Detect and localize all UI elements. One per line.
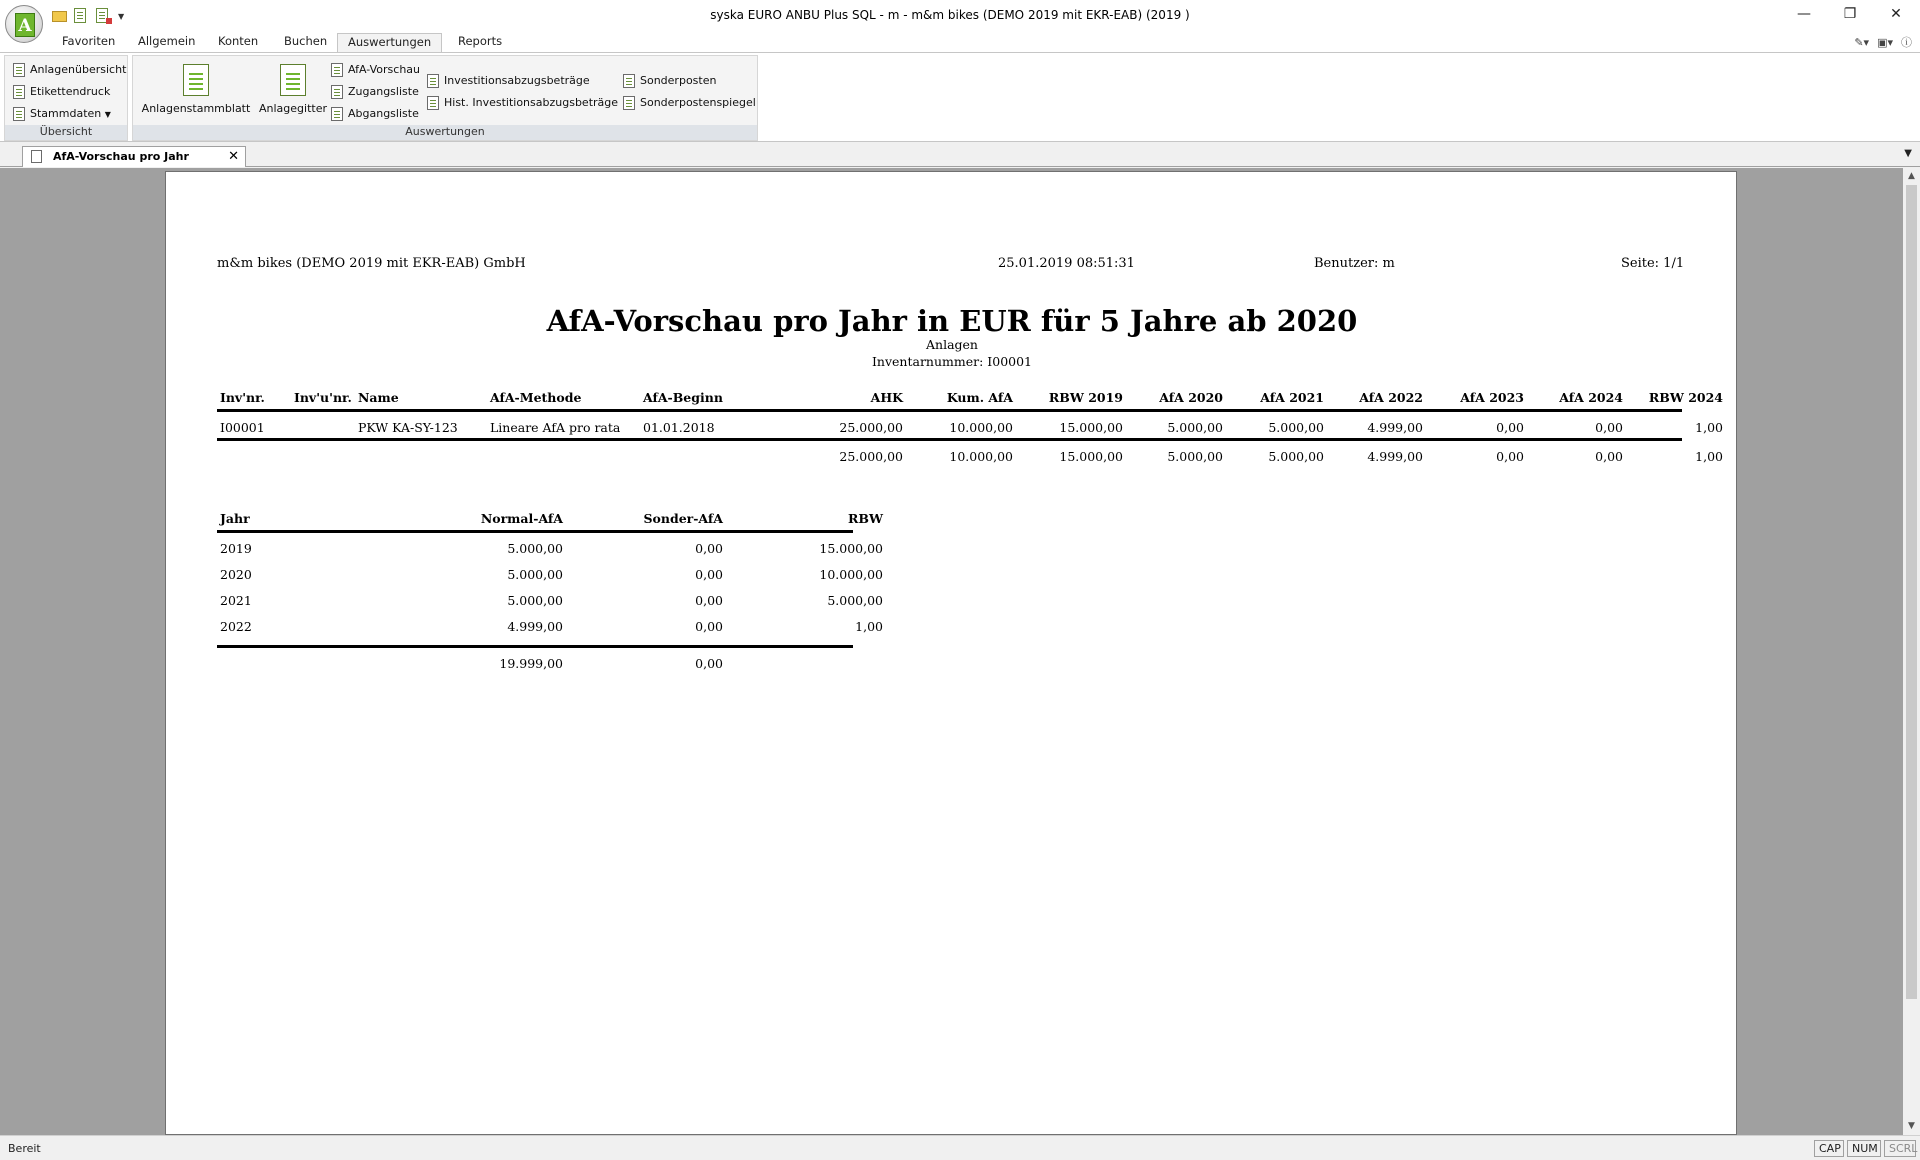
total-cell: 25.000,00 bbox=[839, 449, 903, 464]
year-total-cell: 19.999,00 bbox=[499, 656, 563, 671]
report-company: m&m bikes (DEMO 2019 mit EKR-EAB) GmbH bbox=[217, 256, 526, 271]
restore-button[interactable]: ❐ bbox=[1843, 6, 1857, 22]
report-datetime: 25.01.2019 08:51:31 bbox=[998, 256, 1135, 271]
anlagenuebersicht-button[interactable]: Anlagenübersicht bbox=[11, 61, 126, 79]
document-icon bbox=[13, 63, 25, 77]
num-indicator: NUM bbox=[1847, 1140, 1881, 1157]
hist-investitionsabzugsbetraege-button[interactable]: Hist. Investitionsabzugsbeträge bbox=[425, 94, 618, 112]
total-cell: 0,00 bbox=[1595, 449, 1623, 464]
report-title: AfA-Vorschau pro Jahr in EUR für 5 Jahre ab 2020 bbox=[546, 304, 1358, 338]
scrl-indicator: SCRL bbox=[1884, 1140, 1916, 1157]
report-page bbox=[165, 171, 1737, 1135]
ribbon-body bbox=[0, 52, 1920, 142]
ribbon-group-uebersicht bbox=[4, 55, 128, 141]
group-label-uebersicht: Übersicht bbox=[5, 125, 127, 140]
table-cell: 5.000,00 bbox=[1167, 420, 1223, 435]
close-tab-icon[interactable]: ✕ bbox=[228, 149, 239, 164]
year-cell: 5.000,00 bbox=[507, 541, 563, 556]
app-logo-icon: A bbox=[15, 13, 35, 37]
year-cell: 2022 bbox=[220, 619, 252, 634]
tab-afa-vorschau[interactable]: AfA-Vorschau pro Jahr ✕ bbox=[22, 146, 246, 167]
stammdaten-button[interactable]: Stammdaten ▼ bbox=[11, 105, 111, 123]
year-cell: 2021 bbox=[220, 593, 252, 608]
brush-icon[interactable]: ✎▾ bbox=[1854, 35, 1870, 49]
total-cell: 10.000,00 bbox=[949, 449, 1013, 464]
col-header-afa-2023: AfA 2023 bbox=[1460, 390, 1524, 405]
year-cell: 0,00 bbox=[695, 567, 723, 582]
document-icon bbox=[427, 74, 439, 88]
tab-favoriten[interactable]: Favoriten bbox=[62, 34, 116, 48]
year-totals-rule bbox=[217, 645, 853, 648]
table-cell: 0,00 bbox=[1595, 420, 1623, 435]
year-cell: 4.999,00 bbox=[507, 619, 563, 634]
total-cell: 1,00 bbox=[1695, 449, 1723, 464]
zugangsliste-button[interactable]: Zugangsliste bbox=[329, 83, 419, 101]
document-tab-bar bbox=[0, 144, 1920, 167]
total-cell: 5.000,00 bbox=[1167, 449, 1223, 464]
layout-icon[interactable]: ▣▾ bbox=[1877, 35, 1893, 49]
col-header-afa-2024: AfA 2024 bbox=[1559, 390, 1623, 405]
cap-indicator: CAP bbox=[1814, 1140, 1844, 1157]
group-label-auswertungen: Auswertungen bbox=[133, 125, 757, 140]
afa-vorschau-button[interactable]: AfA-Vorschau bbox=[329, 61, 420, 79]
year-cell: 5.000,00 bbox=[507, 567, 563, 582]
document-icon bbox=[427, 96, 439, 110]
table-cell: 0,00 bbox=[1496, 420, 1524, 435]
year-col-header-jahr: Jahr bbox=[220, 511, 250, 526]
document-icon bbox=[331, 107, 343, 121]
anlagegitter-button[interactable]: Anlagegitter bbox=[253, 64, 333, 115]
tab-buchen[interactable]: Buchen bbox=[284, 34, 328, 48]
chevron-down-icon: ▼ bbox=[104, 110, 111, 119]
table-cell: 25.000,00 bbox=[839, 420, 903, 435]
etikettendruck-button[interactable]: Etikettendruck bbox=[11, 83, 110, 101]
report-preview bbox=[0, 168, 1920, 1135]
ribbon-tabs bbox=[0, 31, 1920, 52]
report-user: Benutzer: m bbox=[1314, 256, 1395, 271]
scroll-down-icon[interactable]: ▼ bbox=[1908, 1121, 1915, 1131]
tab-konten[interactable]: Konten bbox=[218, 34, 259, 48]
col-header-kum-afa: Kum. AfA bbox=[946, 390, 1013, 405]
report-filter: Inventarnummer: I00001 bbox=[871, 354, 1033, 369]
window-title: syska EURO ANBU Plus SQL - m - m&m bikes (DEMO 2019 mit EKR-EAB) (2019 ) bbox=[710, 8, 1190, 22]
year-cell: 10.000,00 bbox=[819, 567, 883, 582]
table-cell: 15.000,00 bbox=[1059, 420, 1123, 435]
total-cell: 4.999,00 bbox=[1367, 449, 1423, 464]
col-header-invunr: Inv'u'nr. bbox=[294, 390, 352, 405]
col-header-afa-methode: AfA-Methode bbox=[490, 390, 582, 405]
table-cell: 10.000,00 bbox=[949, 420, 1013, 435]
year-cell: 2019 bbox=[220, 541, 252, 556]
scroll-up-icon[interactable]: ▲ bbox=[1908, 171, 1915, 181]
report-page-number: Seite: 1/1 bbox=[1621, 256, 1685, 271]
col-header-rbw-2019: RBW 2019 bbox=[1048, 390, 1123, 405]
col-header-afa-beginn: AfA-Beginn bbox=[643, 390, 723, 405]
year-total-cell: 0,00 bbox=[695, 656, 723, 671]
totals-rule bbox=[217, 438, 1682, 441]
close-window-button[interactable]: ✕ bbox=[1890, 6, 1902, 22]
year-col-header-normal-afa: Normal-AfA bbox=[480, 511, 563, 526]
table-cell: 5.000,00 bbox=[1268, 420, 1324, 435]
total-cell: 5.000,00 bbox=[1268, 449, 1324, 464]
year-cell: 5.000,00 bbox=[507, 593, 563, 608]
year-col-header-rbw: RBW bbox=[848, 511, 883, 526]
year-cell: 0,00 bbox=[695, 619, 723, 634]
col-header-ahk: AHK bbox=[870, 390, 903, 405]
ribbon-right-tools bbox=[1854, 34, 1912, 50]
table-cell: PKW KA-SY-123 bbox=[358, 420, 458, 435]
ribbon-group-auswertungen bbox=[132, 55, 758, 141]
year-cell: 1,00 bbox=[855, 619, 883, 634]
table-cell: 01.01.2018 bbox=[643, 420, 715, 435]
qat-dropdown-icon[interactable]: ▼ bbox=[118, 11, 125, 21]
app-menu-button[interactable] bbox=[5, 5, 43, 43]
year-header-rule bbox=[217, 530, 853, 533]
col-header-afa-2022: AfA 2022 bbox=[1359, 390, 1423, 405]
tab-allgemein[interactable]: Allgemein bbox=[138, 34, 196, 48]
document-icon bbox=[623, 96, 635, 110]
investitionsabzugsbetraege-button[interactable]: Investitionsabzugsbeträge bbox=[425, 72, 590, 90]
document-icon bbox=[31, 150, 42, 163]
year-cell: 0,00 bbox=[695, 541, 723, 556]
document-icon bbox=[331, 85, 343, 99]
vertical-scrollbar[interactable] bbox=[1903, 168, 1920, 1135]
scroll-thumb[interactable] bbox=[1906, 185, 1917, 999]
minimize-button[interactable]: — bbox=[1797, 6, 1811, 22]
document-icon bbox=[623, 74, 635, 88]
report-subtitle: Anlagen bbox=[926, 337, 978, 352]
tab-list-dropdown-icon[interactable]: ▼ bbox=[1904, 148, 1912, 159]
year-cell: 5.000,00 bbox=[827, 593, 883, 608]
year-col-header-sonder-afa: Sonder-AfA bbox=[643, 511, 723, 526]
grid-sheet-icon bbox=[280, 64, 306, 96]
col-header-afa-2020: AfA 2020 bbox=[1159, 390, 1223, 405]
status-text: Bereit bbox=[8, 1142, 41, 1155]
document-icon bbox=[331, 63, 343, 77]
report-sheet-icon bbox=[183, 64, 209, 96]
title-bar bbox=[0, 0, 1920, 31]
year-cell: 0,00 bbox=[695, 593, 723, 608]
table-cell: I00001 bbox=[220, 420, 265, 435]
sonderposten-button[interactable]: Sonderposten bbox=[621, 72, 716, 90]
table-cell: 1,00 bbox=[1695, 420, 1723, 435]
anlagenstammblatt-button[interactable]: Anlagenstammblatt bbox=[141, 64, 251, 115]
status-bar bbox=[0, 1135, 1920, 1160]
tab-reports[interactable]: Reports bbox=[458, 34, 503, 48]
col-header-name: Name bbox=[358, 390, 399, 405]
info-icon[interactable]: ⓘ bbox=[1901, 36, 1912, 49]
document-icon bbox=[13, 107, 25, 121]
total-cell: 0,00 bbox=[1496, 449, 1524, 464]
col-header-afa-2021: AfA 2021 bbox=[1260, 390, 1324, 405]
total-cell: 15.000,00 bbox=[1059, 449, 1123, 464]
year-cell: 2020 bbox=[220, 567, 252, 582]
col-header-invnr: Inv'nr. bbox=[220, 390, 265, 405]
col-header-rbw-2024: RBW 2024 bbox=[1648, 390, 1723, 405]
tab-auswertungen[interactable]: Auswertungen bbox=[337, 33, 442, 52]
document-icon bbox=[13, 85, 25, 99]
year-cell: 15.000,00 bbox=[819, 541, 883, 556]
sonderpostenspiegel-button[interactable]: Sonderpostenspiegel bbox=[621, 94, 756, 112]
header-rule bbox=[217, 409, 1682, 412]
abgangsliste-button[interactable]: Abgangsliste bbox=[329, 105, 419, 123]
table-cell: Lineare AfA pro rata bbox=[490, 420, 621, 435]
table-cell: 4.999,00 bbox=[1367, 420, 1423, 435]
